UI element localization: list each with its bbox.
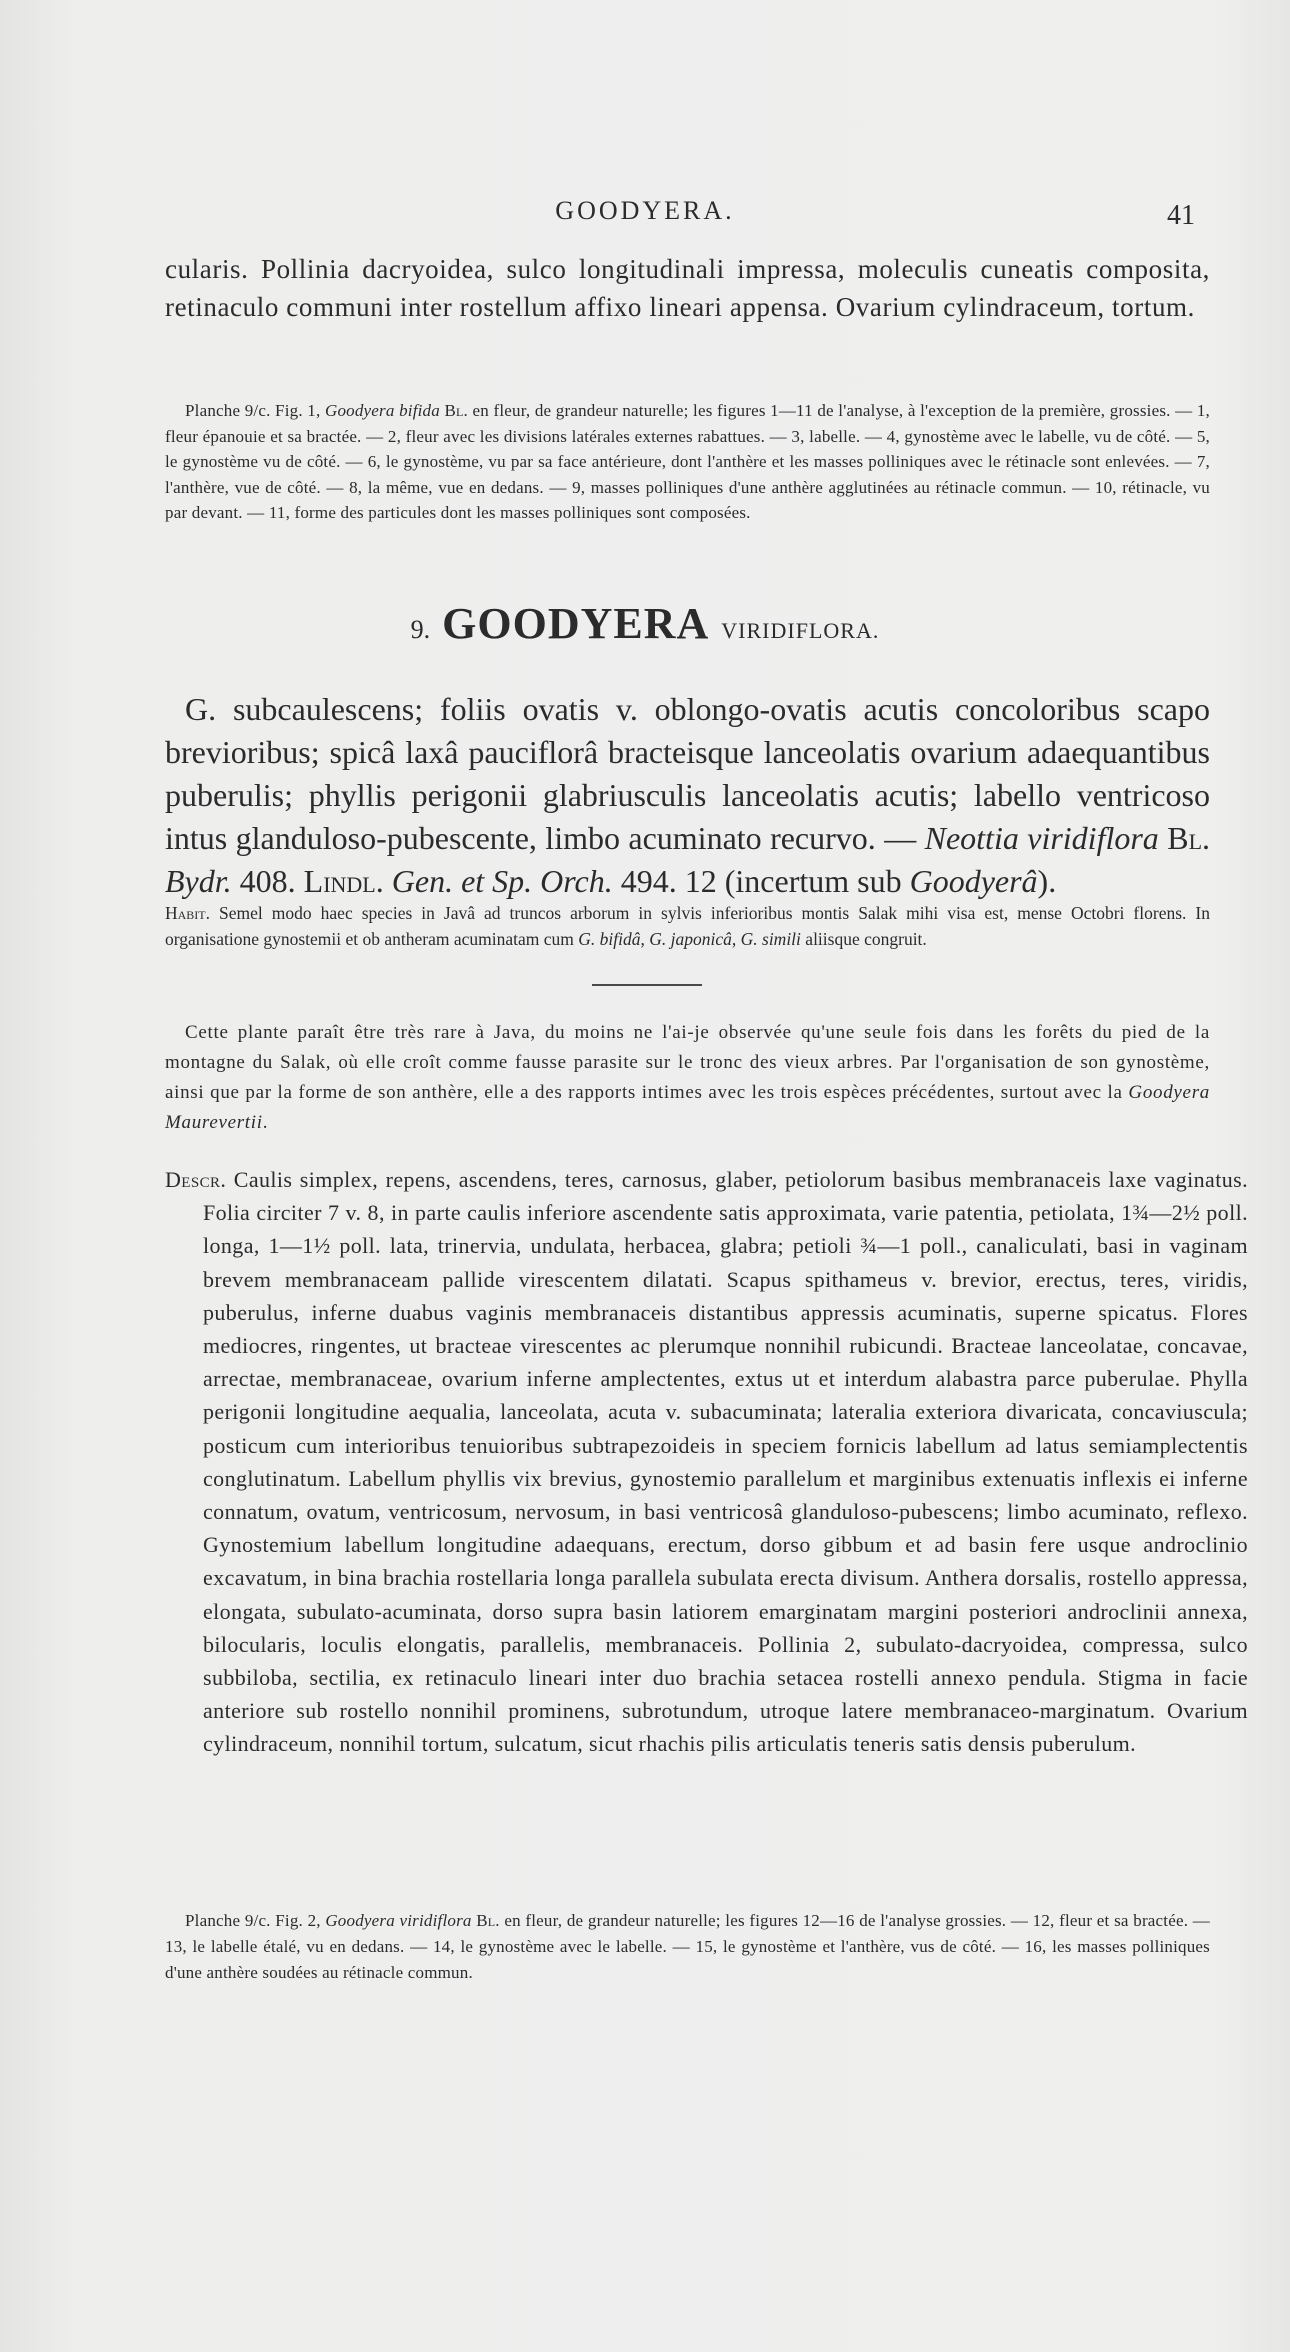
description-text: Caulis simplex, repens, ascendens, teres, carnosus, glaber, petiolorum basibus membranaceis laxe vaginatus. Folia circiter 7 v. 8, in parte caulis inferiore ascendente satis approximata, varie patentia, petiolata, 1¾—2½ poll. longa, 1—1½ poll. lata, trinervia, undulata, herbacea, glabra; petioli ¾—1 poll., canaliculati, basi in vaginam brevem membranaceam pallide virescentem dilatati. Scapus spithameus v. brevior, erectus, teres, viridis, puberulus, inferne duabus vaginis membranaceis distantibus appressis acuminatis, superne spicatus. Flores mediocres, ringentes, ut bracteae virescentes ac plerumque nonnihil rubicundi. Bracteae lanceolatae, concavae, arrectae, membranaceae, ovarium inferne amplectentes, extus ut et interdum alabastra parce puberulae. Phylla perigonii longitudine aequalia, lanceolata, acuta v. subacuminata; lateralia exteriora divaricata, concaviuscula; posticum cum interioribus tenuioribus subtrapezoideis in speciem fornicis labellum ad latus semiamplectentis conglutinatum. Labellum phyllis vix brevius, gynostemio parallelum et marginibus extenuatis inflexis ei inferne connatum, ovatum, ventricosum, nervosum, in basi ventricosâ glanduloso-pubescens; limbo acuminato, reflexo. Gynostemium labellum longitudine adaequans, erectum, dorso gibbum et ad basin fere usque androclinio excavatum, in bina brachia rostellaria longa parallela subulata erecta divisum. Anthera dorsalis, rostello appressa, elongata, subulato-acuminata, dorso supra basin latiorem emarginatam margini posteriori androclinii annexa, bilocularis, loculis elongatis, parallelis, membranaceis. Pollinia 2, subulato-dacryoidea, compressa, sulco subbiloba, sectilia, ex retinaculo lineari inter duo brachia setacea rostelli annexo pendula. Stigma in facie anteriore sub rostello nonnihil prominens, subrotundum, utroque latere membranaceo-marginatum. Ovarium cylindraceum, nonnihil tortum, sulcatum, sicut rhachis pilis articulatis teneris satis densis puberulum. <box>203 1167 1248 1757</box>
french-species: Goodyera Maurevertii <box>165 1082 1210 1133</box>
caption-2-author: Bl. <box>471 1911 500 1930</box>
habitat-species-3: G. simili <box>740 929 801 949</box>
diagnosis-ref2-author: Lindl. <box>303 863 384 899</box>
caption-2-start: Planche 9/c. Fig. 2, <box>185 1911 326 1930</box>
running-head: GOODYERA. <box>555 196 735 225</box>
habitat-paragraph <box>165 900 1210 952</box>
caption-1-species: Goodyera bifida <box>324 401 440 420</box>
caption-2-species: Goodyera viridiflora <box>325 1911 472 1930</box>
habitat-text: Semel modo haec species in Javâ ad truncos arborum in sylvis inferioribus montis Salak mihi visa est, mense Octobri florens. In organisatione gynostemii et ob antheram acuminatam cum <box>165 903 1210 949</box>
habitat-label: Habit. <box>165 903 211 923</box>
plate-caption-2 <box>165 1908 1210 1986</box>
diagnosis-ref2-genus: Goodyerâ <box>909 863 1038 899</box>
page-number: 41 <box>1167 200 1195 231</box>
diagnosis <box>165 688 1210 903</box>
habitat-sep-1: , <box>640 929 650 949</box>
caption-1-text: en fleur, de grandeur naturelle; les figures 1—11 de l'analyse, à l'exception de la première, grossies. — 1, fleur épanouie et sa bractée. — 2, fleur avec les divisions latérales externes rabattues. — 3, labelle. — 4, gynostème avec le labelle, vu de côté. — 5, le gynostème vu de côté. — 6, le gynostème, vu par sa face antérieure, dont l'anthère et les masses polliniques avec le rétinacle sont enlevées. — 7, l'anthère, vue de côté. — 8, la même, vue en dedans. — 9, masses polliniques d'une anthère agglutinées au rétinacle commun. — 10, rétinacle, vu par devant. — 11, forme des particules dont les masses polliniques sont composées. <box>165 401 1210 522</box>
habitat-end: aliisque congruit. <box>800 929 927 949</box>
french-text: Cette plante paraît être très rare à Java, du moins ne l'ai-je observée qu'une seule fois dans les forêts du pied de la montagne du Salak, où elle croît comme fausse parasite sur le tronc des vieux arbres. Par l'organisation de son gynostème, ainsi que par la forme de son anthère, elle a des rapports intimes avec les trois espèces précédentes, surtout avec la <box>165 1022 1210 1103</box>
species-epithet: VIRIDIFLORA. <box>721 618 880 643</box>
species-genus: GOODYERA <box>442 599 710 648</box>
description-paragraph <box>165 1163 1248 1761</box>
diagnosis-ref2-page: 494. 12 (incertum sub <box>612 863 910 899</box>
habitat-species-1: G. bifidâ <box>578 929 641 949</box>
habitat-sep-2: , <box>731 929 741 949</box>
caption-1-start: Planche 9/c. Fig. 1, <box>185 401 325 420</box>
diagnosis-ref1: Neottia viridiflora <box>924 820 1159 856</box>
diagnosis-ref1-work: Bydr. <box>165 863 232 899</box>
description-label: Descr. <box>165 1167 227 1192</box>
caption-2-text: en fleur, de grandeur naturelle; les figures 12—16 de l'analyse grossies. — 12, fleur et sa bractée. — 13, le labelle étalé, vu en dedans. — 14, le gynostème avec le labelle. — 15, le gynostème et l'anthère, vus de côté. — 16, les masses polliniques d'une anthère soudées au rétinacle commun. <box>165 1911 1210 1982</box>
species-number: 9. <box>410 615 431 644</box>
plate-caption-1 <box>165 398 1210 526</box>
french-end: . <box>262 1112 269 1133</box>
habitat-species-2: G. japonicâ <box>649 929 732 949</box>
diagnosis-text: G. subcaulescens; foliis ovatis v. oblongo-ovatis acutis concoloribus scapo brevioribus; spicâ laxâ pauciflorâ bracteisque lanceolatis ovarium adaequantibus puberulis; phyllis perigonii glabriusculis lanceolatis acutis; labello ventricoso intus glanduloso-pubescente, limbo acuminato recurvo. — <box>165 691 1210 856</box>
species-heading <box>0 598 1290 649</box>
diagnosis-ref2-end: ). <box>1037 863 1057 899</box>
caption-1-author: Bl. <box>439 401 468 420</box>
diagnosis-ref1-page: 408. <box>231 863 304 899</box>
diagnosis-ref1-author: Bl. <box>1158 820 1211 856</box>
section-divider <box>592 984 702 986</box>
diagnosis-ref2-work: Gen. et Sp. Orch. <box>391 863 613 899</box>
continued-paragraph: cularis. Pollinia dacryoidea, sulco longitudinali impressa, moleculis cuneatis composita, retinaculo communi inter rostellum affixo lineari appensa. Ovarium cylindraceum, tortum. <box>165 254 1210 322</box>
french-paragraph <box>165 1018 1210 1138</box>
